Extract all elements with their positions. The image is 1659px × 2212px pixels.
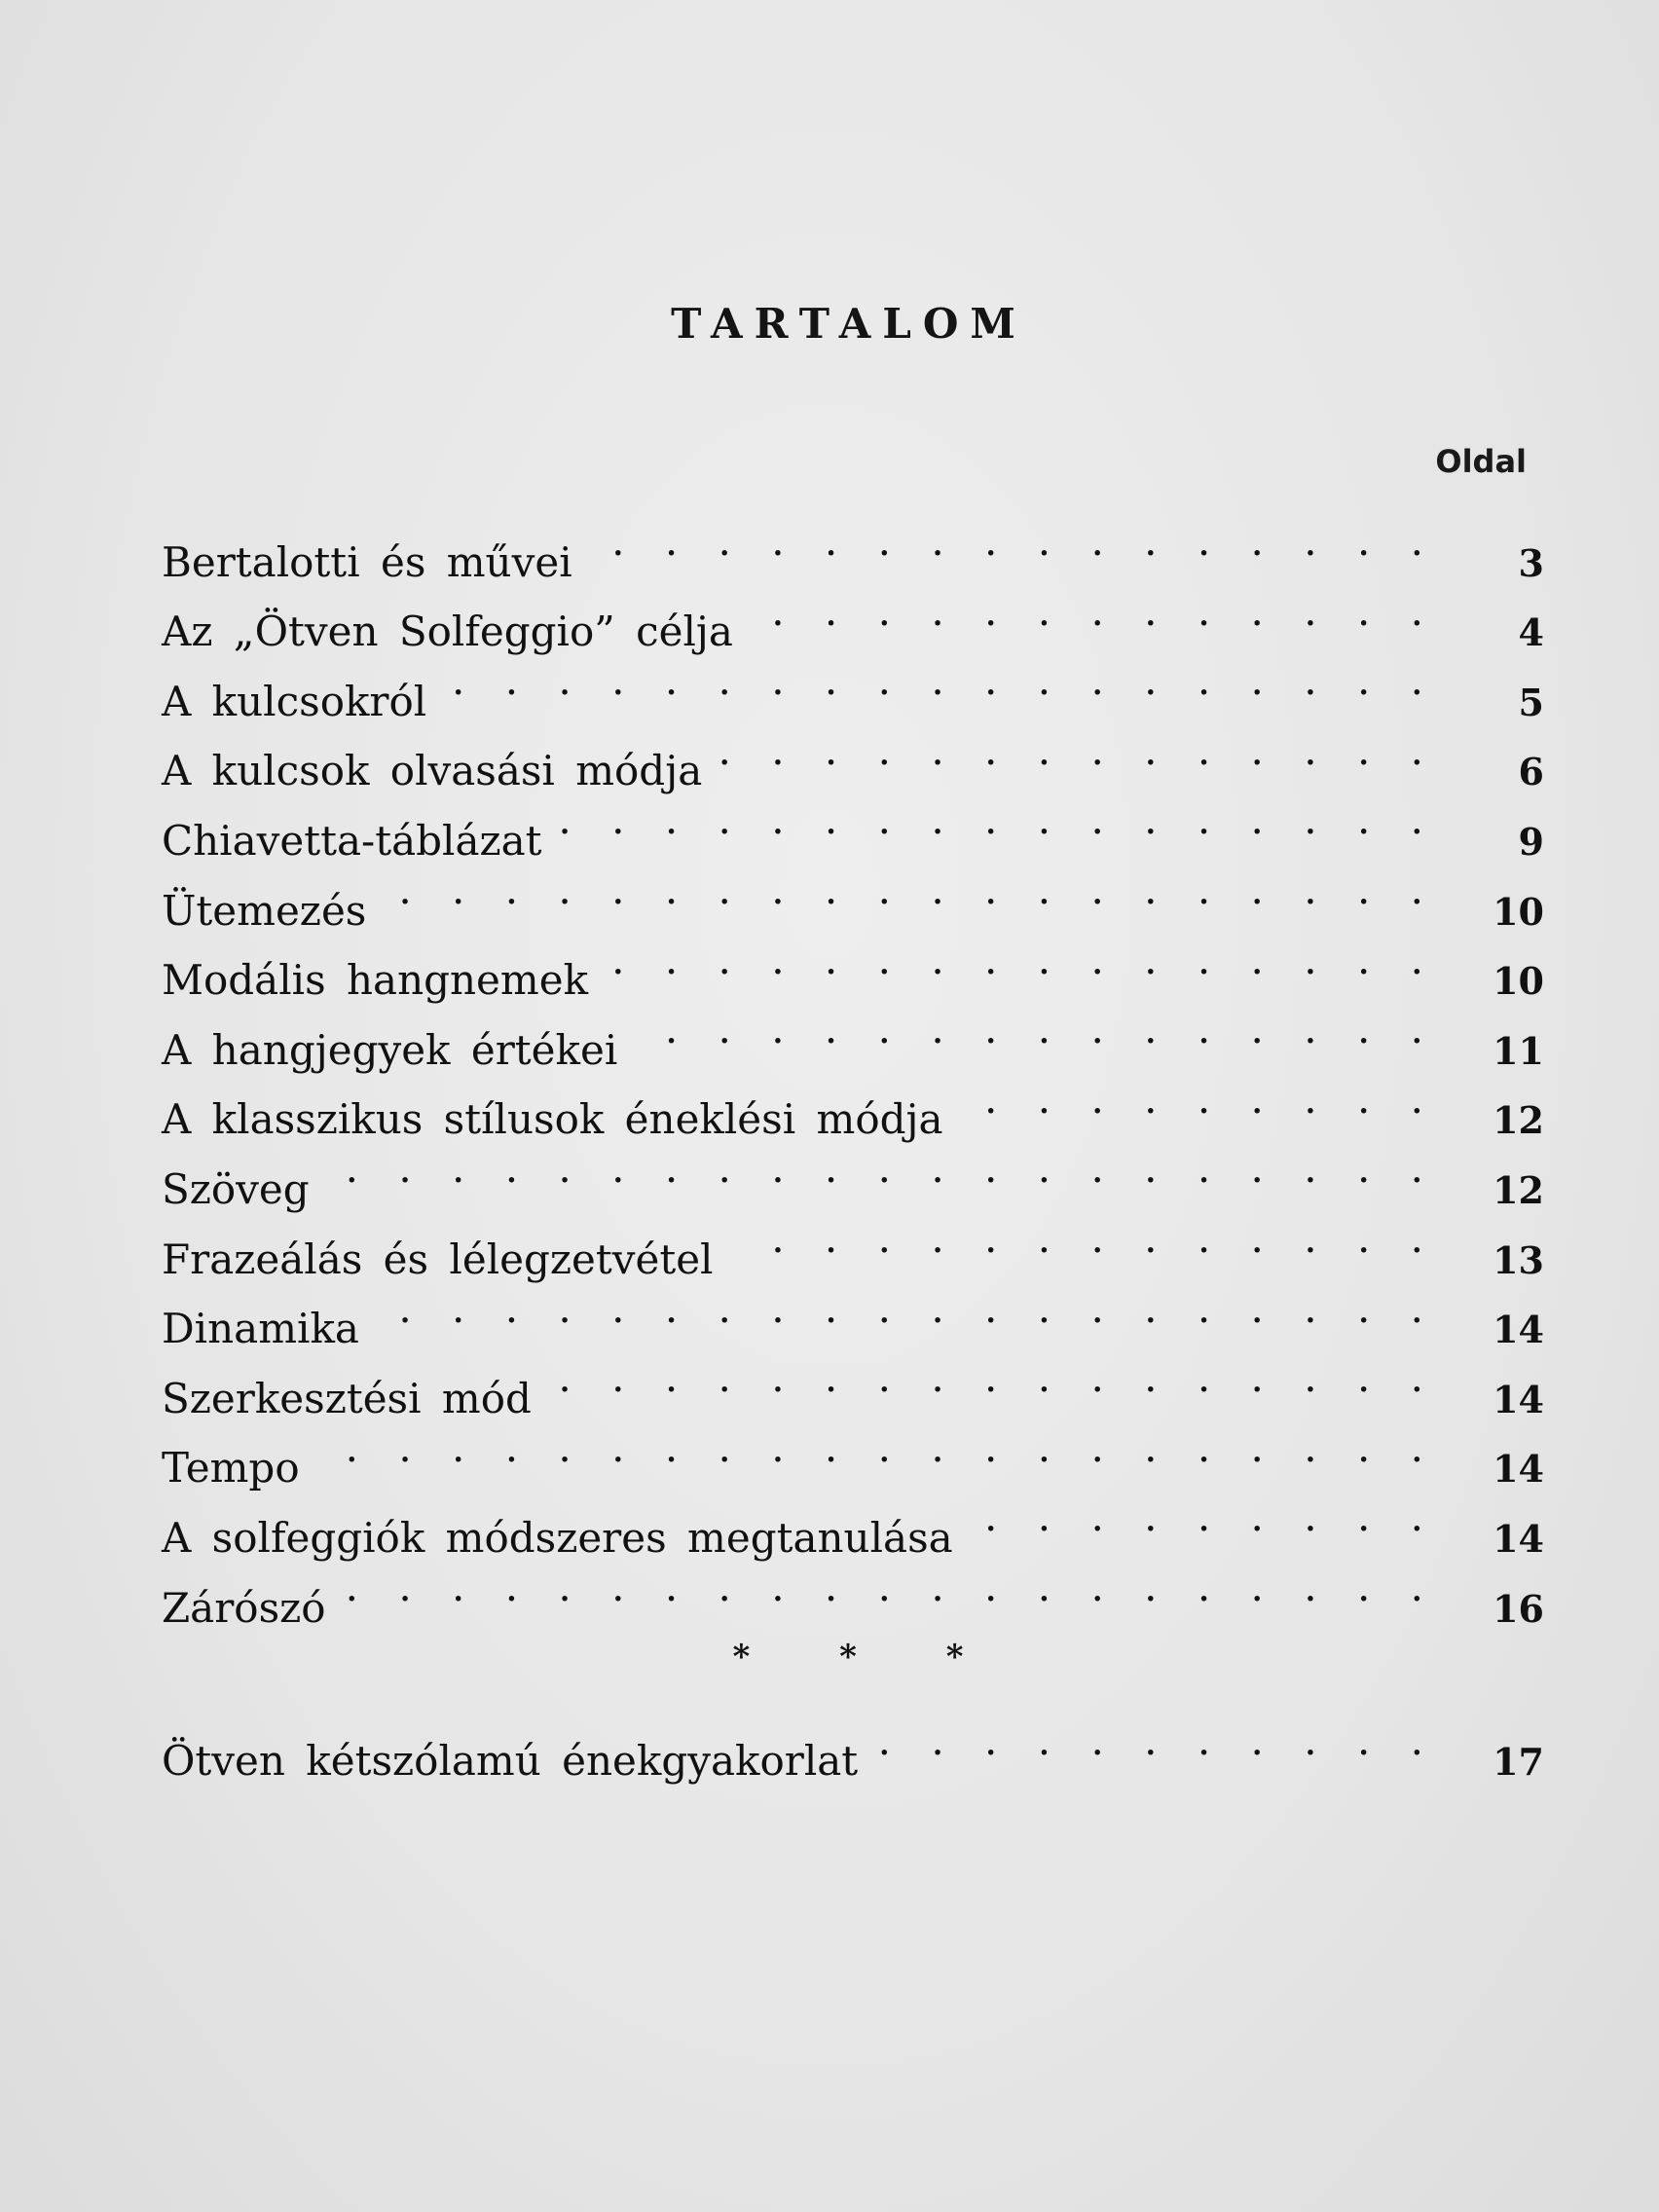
toc-entry-final (162, 1706, 1544, 1786)
toc-entry-page: 4 (1518, 610, 1544, 655)
toc-entry-page: 14 (1493, 1516, 1544, 1561)
toc-entry (162, 1064, 1544, 1144)
toc-entry-page: 12 (1493, 1098, 1544, 1143)
dot-leader (747, 576, 1437, 646)
toc-entry (162, 1482, 1544, 1562)
toc-entry (162, 925, 1544, 1005)
dot-leader (323, 1133, 1437, 1203)
toc-entry (162, 994, 1544, 1074)
dot-leader (373, 1273, 1437, 1344)
dot-leader (440, 645, 1437, 716)
toc-entry (162, 1133, 1544, 1213)
toc-entry-page: 3 (1518, 540, 1544, 585)
dot-leader (380, 855, 1437, 925)
toc-entry-page: 14 (1493, 1377, 1544, 1421)
toc-entry-label: A klasszikus stílusok éneklési módja (162, 1095, 943, 1144)
toc-entry-label: Dinamika (162, 1305, 359, 1353)
dot-leader (545, 1343, 1437, 1413)
toc-entry-page: 17 (1493, 1740, 1544, 1785)
toc-entry-page: 11 (1493, 1028, 1544, 1073)
toc-entry-page: 14 (1493, 1447, 1544, 1492)
toc-entry-page: 14 (1493, 1308, 1544, 1352)
toc-entry-label: Szerkesztési mód (162, 1374, 532, 1422)
toc-entry-label: A hangjegyek értékei (162, 1025, 618, 1074)
toc-entry-label: Zárószó (162, 1583, 326, 1632)
toc-entry-label: Szöveg (162, 1164, 310, 1213)
toc-entry (162, 1343, 1544, 1422)
toc-entry (162, 1552, 1544, 1632)
toc-entry (162, 645, 1544, 725)
dot-leader (556, 785, 1437, 855)
toc-entry-page: 12 (1493, 1167, 1544, 1212)
toc-entry-label: Bertalotti és művei (162, 537, 572, 586)
toc-entry (162, 716, 1544, 795)
toc-entry (162, 576, 1544, 656)
page-column-header: Oldal (1435, 443, 1527, 480)
toc-entry-page: 16 (1493, 1586, 1544, 1631)
dot-leader (957, 1064, 1437, 1134)
toc-entry-page: 5 (1518, 680, 1544, 724)
dot-leader (340, 1552, 1437, 1622)
toc-entry-label: Tempo (162, 1444, 300, 1493)
toc-entry (162, 855, 1544, 935)
toc-entry (162, 785, 1544, 865)
dot-leader (586, 506, 1437, 576)
toc-entry (162, 506, 1544, 586)
dot-leader (716, 716, 1437, 786)
dot-leader (727, 1203, 1438, 1273)
toc-entry (162, 1203, 1544, 1283)
toc-entry-label: A kulcsokról (162, 677, 427, 725)
toc-entry-label: Az „Ötven Solfeggio” célja (162, 608, 733, 656)
dot-leader (631, 994, 1437, 1064)
toc-entry-label: Ütemezés (162, 886, 367, 935)
table-of-contents (162, 506, 1544, 1786)
toc-entry-page: 10 (1493, 959, 1544, 1004)
page-title: TARTALOM (671, 300, 1027, 348)
dot-leader (313, 1413, 1437, 1483)
dot-leader (602, 925, 1437, 995)
toc-entry-page: 10 (1493, 889, 1544, 934)
toc-entry-label: Chiavetta-táblázat (162, 816, 542, 865)
dot-leader (967, 1482, 1437, 1552)
toc-entry-page: 9 (1518, 819, 1544, 864)
dot-leader (871, 1706, 1437, 1776)
toc-entry-label: A kulcsok olvasási módja (162, 747, 703, 795)
toc-entry-label: Modális hangnemek (162, 956, 589, 1005)
toc-entry-label: Frazeálás és lélegzetvétel (162, 1235, 714, 1283)
toc-entry-label: Ötven kétszólamú énekgyakorlat (162, 1737, 859, 1786)
toc-entry (162, 1273, 1544, 1353)
toc-entry-page: 6 (1518, 750, 1544, 794)
toc-entry-page: 13 (1493, 1237, 1544, 1282)
section-separator: * * * (732, 1637, 1003, 1677)
toc-entry-label: A solfeggiók módszeres megtanulása (162, 1513, 953, 1562)
toc-entry (162, 1413, 1544, 1493)
